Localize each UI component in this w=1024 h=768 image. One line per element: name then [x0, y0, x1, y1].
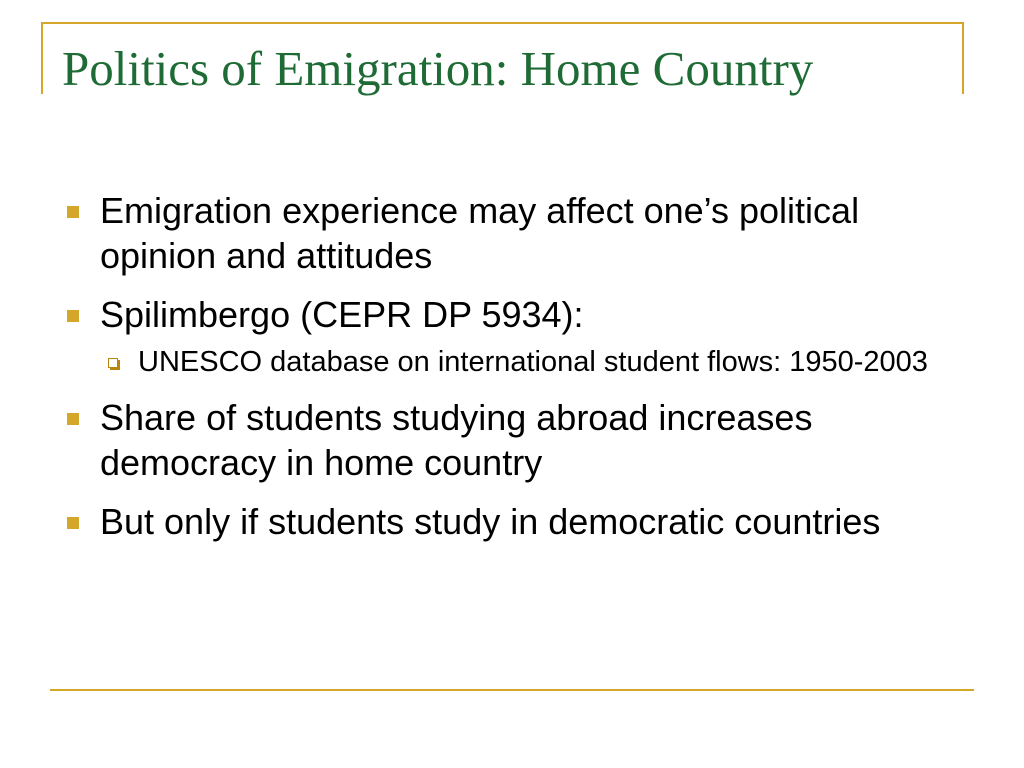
sub-bullet-list [100, 343, 972, 381]
square-bullet-icon [67, 517, 79, 529]
slide-title: Politics of Emigration: Home Country [62, 41, 814, 96]
bullet-item [62, 292, 972, 381]
square-bullet-icon [67, 206, 79, 218]
bullet-text: But only if students study in democratic countries [100, 501, 881, 542]
slide-content [62, 188, 972, 558]
top-frame-line [41, 22, 964, 24]
bottom-rule-line [50, 689, 974, 691]
sub-bullet-text: UNESCO database on international student flows: 1950-2003 [138, 346, 928, 378]
bullet-text: Emigration experience may affect one’s political opinion and attitudes [100, 190, 860, 276]
bullet-list [62, 188, 972, 544]
bullet-text: Share of students studying abroad increases democracy in home country [100, 397, 813, 483]
square-bullet-icon [67, 413, 79, 425]
bullet-item [62, 499, 972, 544]
bullet-text: Spilimbergo (CEPR DP 5934): [100, 294, 584, 335]
bullet-item [62, 188, 972, 278]
sub-bullet-item [100, 343, 972, 381]
square-bullet-icon [67, 310, 79, 322]
left-frame-line [41, 22, 43, 94]
hollow-square-bullet-icon [108, 358, 118, 368]
right-frame-line [962, 22, 964, 94]
bullet-item [62, 395, 972, 485]
